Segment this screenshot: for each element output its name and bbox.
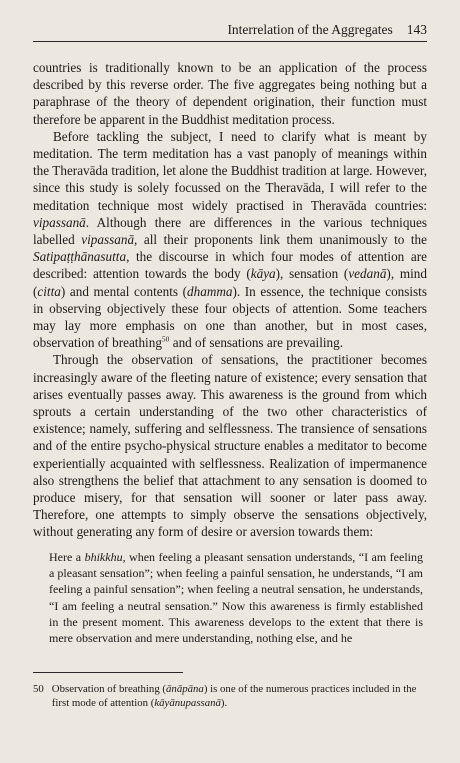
block-quote	[49, 549, 423, 647]
text-run: , when feeling a pleasant sensation understands, “I am feeling a pleasant sensation”; when feeling a painful sensation, he understands, “I am feeling a painful sensation”; when feeling a neutral sensation, he understands, “I am feeling a neutral sensation.” Now this awareness is firmly established in the present moment. This awareness develops to the extent that there is mere observation and mere understanding, nothing else, and he	[49, 549, 424, 646]
text-run: ), sensation (	[275, 266, 349, 282]
italic-term: vedanā	[348, 266, 387, 282]
text-run: ) is one of the numerous practices included in the first mode of attention (	[51, 683, 417, 710]
text-run: , all their proponents link them unanimously to the	[134, 232, 427, 248]
text-run: ).	[220, 697, 228, 710]
text-run: , the discourse in which four modes of attention are described: attention towards the body (	[33, 249, 427, 282]
italic-term: bhikkhu	[84, 549, 123, 564]
footnote-number: 50	[33, 683, 44, 696]
paragraph	[33, 351, 427, 540]
text-run: ) and mental contents (	[60, 283, 188, 299]
italic-term: vipassanā	[81, 232, 135, 248]
footnote-text	[52, 682, 427, 710]
italic-term: citta	[37, 283, 61, 299]
running-header	[33, 22, 427, 42]
text-run: Through the observation of sensations, the practitioner becomes increasingly aware of the fleeting nature of existence; every sensation that arises eventually passes away. This awareness is the ground from which sprouts a certain understanding of the two other characteristics of existence; namely, suffering and selflessness. The transience of sensations and of the entire psycho-physical structure enables a meditator to become experientially acquainted with selflessness. Realization of impermanence also strengthens the belief that attachment to any sensation is doomed to produce misery, for that sensation will sooner or later pass away. Therefore, one attempts to simply observe the sensations objectively, without generating any form of desire or aversion towards them:	[33, 352, 427, 540]
italic-term: kāyānupassanā	[154, 697, 221, 710]
italic-term: ānāpāna	[166, 683, 204, 696]
italic-term: dhamma	[187, 283, 233, 299]
footnote	[33, 682, 427, 710]
text-run: Before tackling the subject, I need to clarify what is meant by meditation. The term meditation has a vast panoply of meanings within the Theravāda tradition, let alone the Buddhist tradition at large. However, since this study is solely focussed on the Theravāda, I will refer to the meditation technique most widely practised in Theravāda countries:	[33, 128, 427, 213]
italic-term: Satipaṭṭhānasutta	[33, 249, 127, 265]
page-number: 143	[406, 22, 427, 37]
text-run: and of sensations are prevailing.	[169, 335, 344, 351]
text-run: Observation of breathing (	[51, 683, 167, 696]
body-text	[33, 59, 427, 541]
paragraph	[33, 128, 427, 352]
italic-term: kāya	[250, 266, 276, 282]
text-run: Here a	[49, 549, 85, 564]
paragraph	[33, 59, 427, 128]
italic-term: vipassanā	[33, 214, 86, 230]
text-run: . Although there are differences in the various techniques labelled	[33, 214, 427, 248]
footnote-ref: 50	[161, 334, 170, 344]
text-run: countries is traditionally known to be an application of the process described by this reverse order. The five aggregates being nothing but a paraphrase of the theory of dependent origination, their function must therefore be apparent in the Buddhist meditation process.	[33, 60, 427, 127]
text-run: ), mind (	[33, 266, 427, 299]
text-run: ). In essence, the technique consists in observing objectively these four objects of attention. Some teachers may lay more emphasis on one than another, but in most cases, observation of breathing	[33, 283, 427, 351]
running-title: Interrelation of the Aggregates	[227, 22, 393, 37]
footnote-rule	[33, 672, 183, 673]
